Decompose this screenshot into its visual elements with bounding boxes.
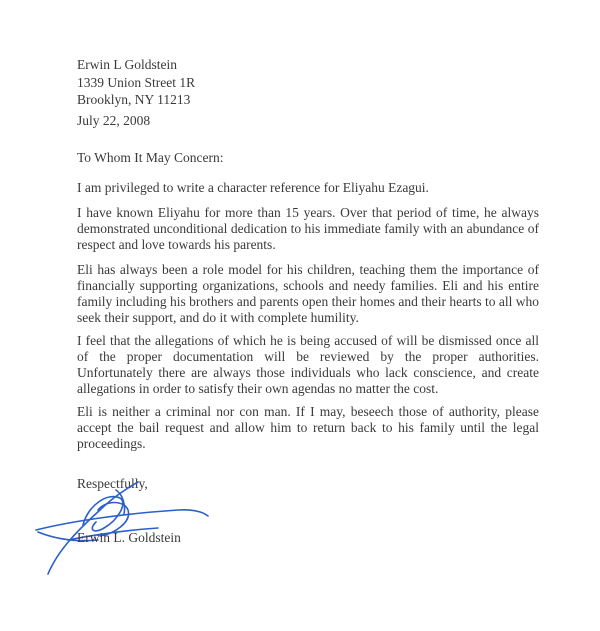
closing: Respectfully, [77, 476, 148, 491]
paragraph-known: I have known Eliyahu for more than 15 years. Over that period of time, he always demonstrated unconditional dedication to his immediate family with an abundance of respect and love towards his parents. [77, 205, 539, 252]
handwritten-signature [28, 470, 218, 580]
paragraph-request: Eli is neither a criminal nor con man. If I may, beseech those of authority, please accept the bail request and allow him to return back to his family until the legal proceedings. [77, 404, 539, 451]
paragraph-intro: I am privileged to write a character reference for Eliyahu Ezagui. [77, 180, 429, 195]
signature-name: Erwin L. Goldstein [77, 530, 181, 545]
letter-date: July 22, 2008 [77, 113, 151, 128]
sender-address [77, 56, 195, 109]
sender-name: Erwin L Goldstein [77, 57, 177, 72]
sender-city: Brooklyn, NY 11213 [77, 92, 191, 107]
paragraph-role-model: Eli has always been a role model for his children, teaching them the importance of financially supporting organizations, schools and needy families. Eli and his entire family including his brothers and parents open their homes and their hearts to all who seek their support, and do it with complete humility. [77, 262, 539, 325]
paragraph-allegations: I feel that the allegations of which he is being accused of will be dismissed once all of the proper documentation will be reviewed by the proper authorities. Unfortunately there are always those individuals who lack conscience, and create allegations in order to satisfy their own agendas no matter the cost. [77, 333, 539, 396]
salutation: To Whom It May Concern: [77, 150, 224, 165]
sender-street: 1339 Union Street 1R [77, 74, 196, 90]
